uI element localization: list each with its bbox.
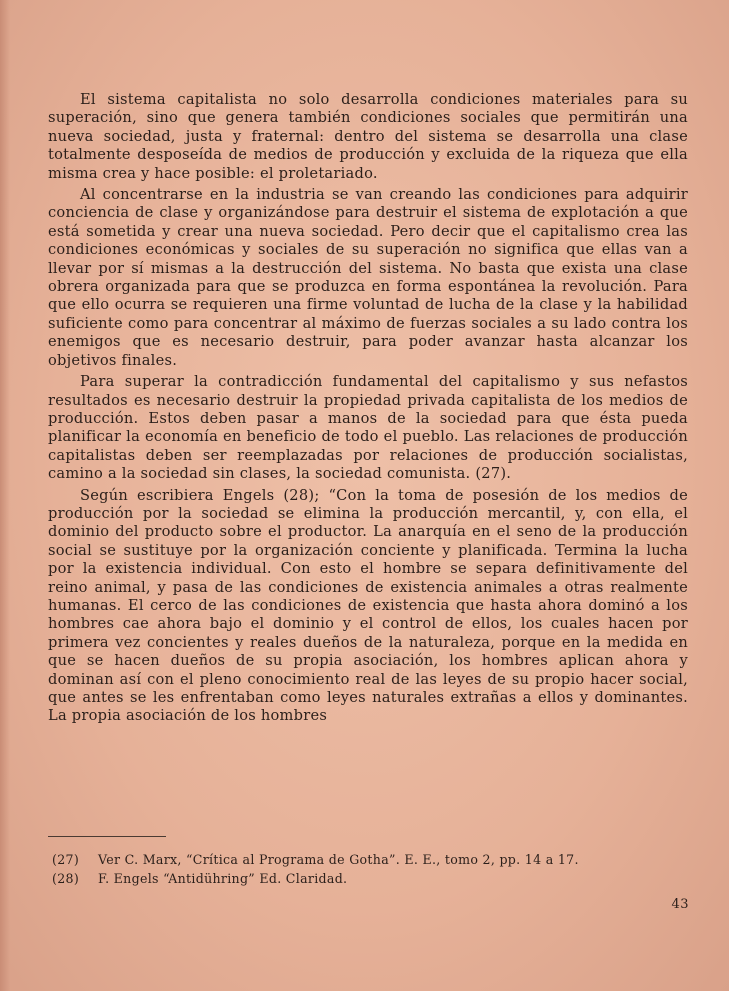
footnote-text: Ver C. Marx, “Crítica al Programa de Gotha”. E. E., tomo 2, pp. 14 a 17. <box>98 852 579 867</box>
paragraph-4: Según escribiera Engels (28); “Con la toma de posesión de los medios de producción por la sociedad se elimina la producción mercantil, y, con ella, el dominio del producto sobre el productor. La anarquía en el seno de la producción social se sustituye por la organización conciente y planificada. Termina la lucha por la existencia individual. Con esto el hombre se separa definitivamente del reino animal, y pasa de las condiciones de existencia animales a otras realmente humanas. El cerco de las condiciones de existencia que hasta ahora dominó a los hombres cae ahora bajo el dominio y el control de ellos, los cuales hacen por primera vez concientes y reales dueños de la naturaleza, porque en la medida en que se hacen dueños de su propia asociación, los hombres aplican ahora y dominan así con el pleno conocimiento real de las leyes de su propio hacer social, que antes se les enfrentaban como leyes naturales extrañas a ellos y dominantes. La propia asociación de los hombres <box>48 486 688 725</box>
footnote-27 <box>52 850 692 869</box>
page-number: 43 <box>671 897 689 912</box>
footnote-28 <box>52 869 692 888</box>
footnote-number: (28) <box>52 871 80 886</box>
footnote-text: F. Engels “Antidühring” Ed. Claridad. <box>98 871 348 886</box>
page-binding-edge <box>0 0 10 991</box>
main-text <box>48 91 688 729</box>
paragraph-3: Para superar la contradicción fundamental del capitalismo y sus nefastos resultados es necesario destruir la propiedad privada capitalista de los medios de producción. Estos deben pasar a manos de la sociedad para que ésta pueda planificar la economía en beneficio de todo el pueblo. Las relaciones de producción capitalistas deben ser reemplazadas por relaciones de producción socialistas, camino a la sociedad sin clases, la sociedad comunista. (27). <box>48 373 688 483</box>
paragraph-2: Al concentrarse en la industria se van creando las condiciones para adquirir conciencia de clase y organizándose para destruir el sistema de explotación a que está sometida y crear una nueva sociedad. Pero decir que el capitalismo crea las condiciones económicas y sociales de su superación no significa que ellas van a llevar por sí mismas a la destrucción del sistema. No basta que exista una clase obrera organizada para que se produzca en forma espontánea la revolución. Para que ello ocurra se requieren una firme voluntad de lucha de la clase y la habilidad suficiente como para concentrar al máximo de fuerzas sociales a su lado contra los enemigos que es necesario destruir, para poder avanzar hasta alcanzar los objetivos finales. <box>48 186 688 369</box>
paragraph-1: El sistema capitalista no solo desarrolla condiciones materiales para su superación, sino que genera también condiciones sociales que permitirán una nueva sociedad, justa y fraternal: dentro del sistema se desarrolla una clase totalmente desposeída de medios de producción y excluida de la riqueza que ella misma crea y hace posible: el proletariado. <box>48 91 688 182</box>
footnote-number: (27) <box>52 852 80 867</box>
footnotes <box>52 850 692 888</box>
footnote-separator <box>48 836 166 837</box>
